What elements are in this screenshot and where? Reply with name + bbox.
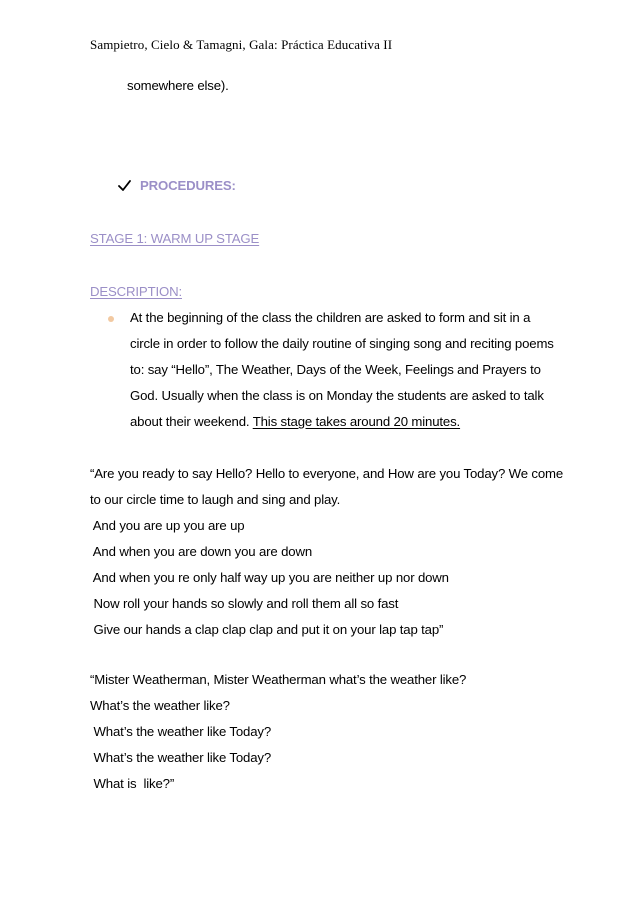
weather-song-line: What’s the weather like Today? [90, 750, 272, 765]
hello-song-line: “Are you ready to say Hello? Hello to everyone, and How are you Today? We come [90, 466, 564, 481]
checkmark-icon [117, 178, 132, 193]
duration-note: This stage takes around 20 minutes. [252, 414, 461, 429]
hello-song-line: And when you are down you are down [90, 544, 313, 559]
page-header: Sampietro, Cielo & Tamagni, Gala: Práctica Educativa II [90, 37, 393, 52]
stage-title: STAGE 1: WARM UP STAGE [90, 231, 260, 246]
description-last-line [130, 414, 460, 429]
hello-song-line: And when you re only half way up you are neither up nor down [90, 570, 449, 585]
hello-song-line: Give our hands a clap clap clap and put it on your lap tap tap” [90, 622, 444, 637]
weather-song-line: What is like?” [90, 776, 175, 791]
description-line-start: about their weekend. [130, 414, 253, 429]
description-line: God. Usually when the class is on Monday the students are asked to talk [130, 388, 544, 403]
bullet-icon [108, 316, 114, 322]
description-line: At the beginning of the class the children are asked to form and sit in a [130, 310, 531, 325]
description-line: circle in order to follow the daily routine of singing song and reciting poems [130, 336, 554, 351]
description-heading: DESCRIPTION: [90, 284, 182, 299]
hello-song-line: And you are up you are up [90, 518, 245, 533]
procedures-heading: PROCEDURES: [140, 178, 236, 193]
description-line: to: say “Hello”, The Weather, Days of the Week, Feelings and Prayers to [130, 362, 541, 377]
hello-song-line: to our circle time to laugh and sing and play. [90, 492, 341, 507]
hello-song-line: Now roll your hands so slowly and roll them all so fast [90, 596, 399, 611]
weather-song-line: “Mister Weatherman, Mister Weatherman what’s the weather like? [90, 672, 467, 687]
weather-song-line: What’s the weather like Today? [90, 724, 272, 739]
weather-song-line: What’s the weather like? [90, 698, 230, 713]
continuation-text: somewhere else). [127, 78, 229, 93]
